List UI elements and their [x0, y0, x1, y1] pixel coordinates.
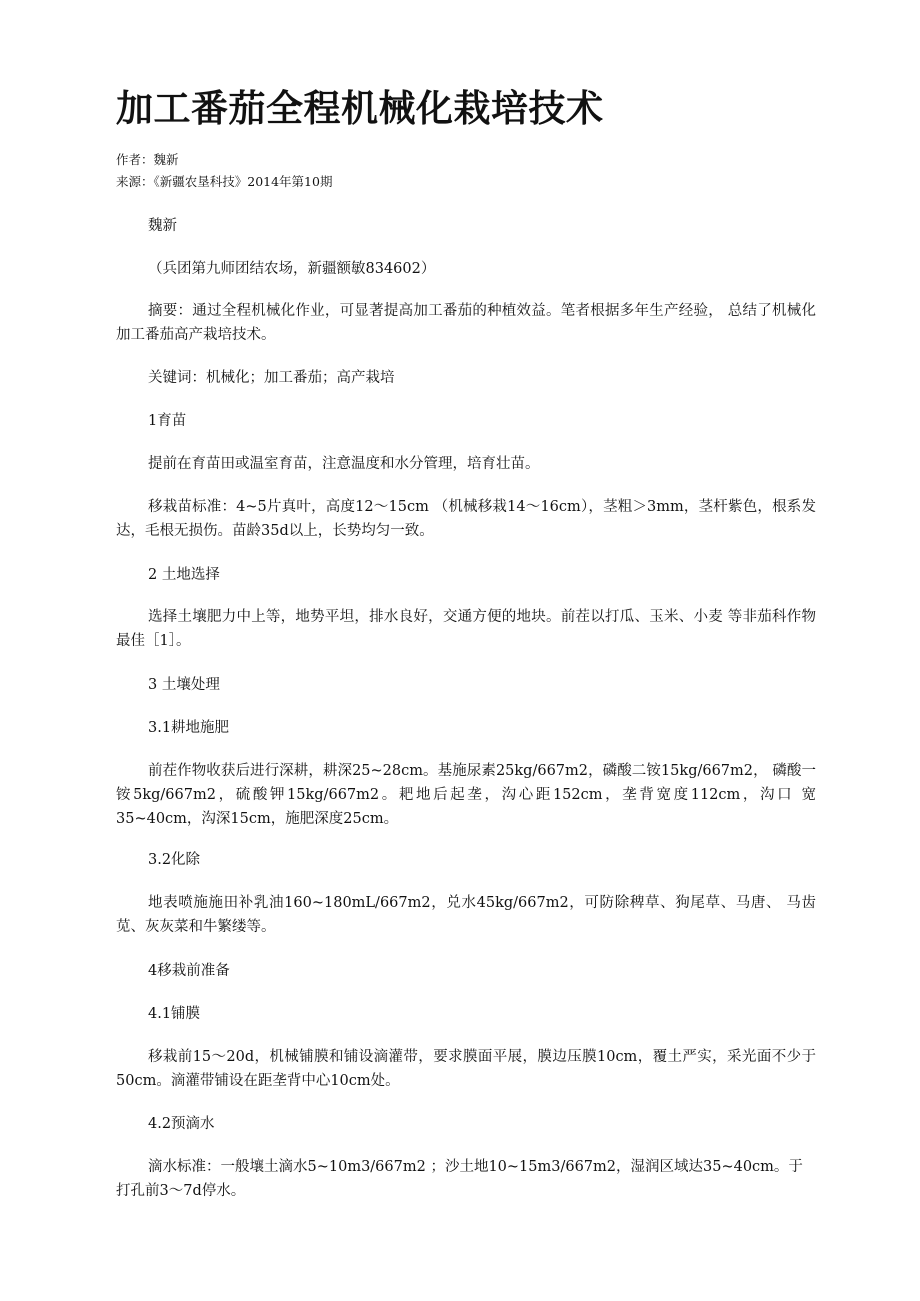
body-paragraph: 前茬作物收获后进行深耕，耕深25~28cm。基施尿素25kg/667m2，磷酸二铵15kg/667m2， 磷酸一铵5kg/667m2，硫酸钾15kg/667m2。耙地后起垄，沟心距152cm，垄背宽度112cm，沟口 宽35~40cm，沟深15cm，施肥深度25cm。	[116, 763, 816, 827]
subsection-heading: 3.1耕地施肥	[148, 720, 230, 736]
body-paragraph: 滴水标准：一般壤土滴水5~10m3/667m2 ；沙土地10~15m3/667m2，湿润区域达35~40cm。于打孔前3～7d停水。	[116, 1159, 803, 1199]
document-title: 加工番茄全程机械化栽培技术	[116, 87, 604, 130]
body-paragraph: 地表喷施施田补乳油160~180mL/667m2，兑水45kg/667m2，可防除稗草、狗尾草、马唐、 马齿苋、灰灰菜和牛繁缕等。	[116, 895, 816, 935]
keywords: 关键词：机械化；加工番茄；高产栽培	[148, 370, 395, 386]
body-paragraph: 提前在育苗田或温室育苗，注意温度和水分管理，培育壮苗。	[148, 456, 540, 472]
source-line: 来源：《新疆农垦科技》2014年第10期	[116, 174, 333, 189]
body-paragraph: 移栽苗标准：4~5片真叶，高度12～15cm （机械移栽14～16cm），茎粗＞3mm，茎杆紫色，根系发达，毛根无损伤。苗龄35d以上，长势均匀一致。	[116, 499, 816, 539]
body-paragraph: 选择土壤肥力中上等，地势平坦，排水良好，交通方便的地块。前茬以打瓜、玉米、小麦 等非茄科作物最佳［1］。	[116, 609, 816, 649]
author-line: 作者：魏新	[116, 152, 179, 167]
affiliation: （兵团第九师团结农场，新疆额敏834602）	[148, 261, 436, 277]
subsection-heading: 4.2预滴水	[148, 1116, 215, 1132]
section-heading: 1育苗	[148, 413, 187, 429]
section-heading: 3 土壤处理	[148, 677, 220, 693]
body-paragraph: 移栽前15～20d，机械铺膜和铺设滴灌带，要求膜面平展，膜边压膜10cm，覆土严实，采光面不少于50cm。滴灌带铺设在距垄背中心10cm处。	[116, 1049, 816, 1089]
abstract: 摘要：通过全程机械化作业，可显著提高加工番茄的种植效益。笔者根据多年生产经验， 总结了机械化加工番茄高产栽培技术。	[116, 303, 816, 343]
author-name: 魏新	[148, 218, 177, 234]
section-heading: 4移栽前准备	[148, 963, 230, 979]
section-heading: 2 土地选择	[148, 567, 220, 583]
subsection-heading: 4.1铺膜	[148, 1006, 201, 1022]
subsection-heading: 3.2化除	[148, 852, 201, 868]
